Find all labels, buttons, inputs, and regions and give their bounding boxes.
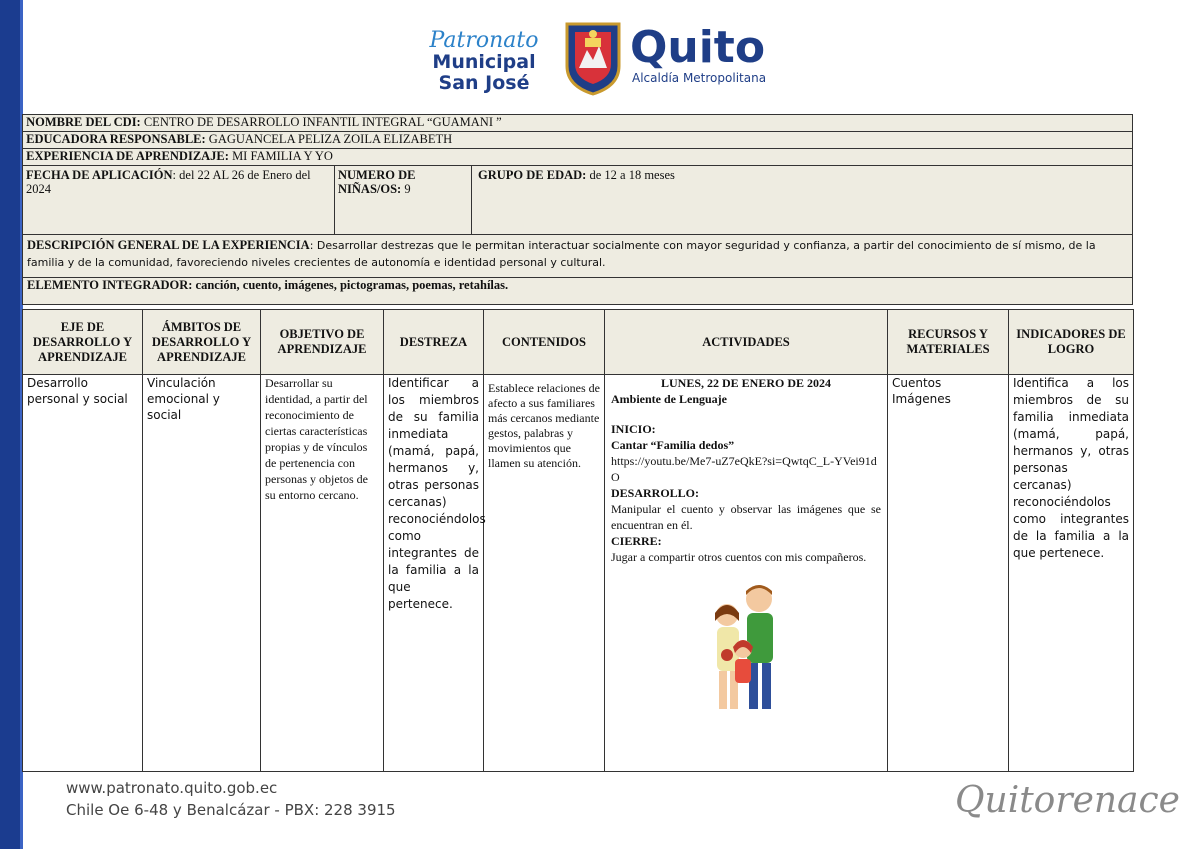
header-destreza: DESTREZA — [384, 310, 484, 375]
cantar-text: Cantar “Familia dedos” — [611, 438, 735, 452]
quito-coat-of-arms-icon — [563, 20, 623, 96]
fecha-label: FECHA DE APLICACIÓN — [26, 168, 173, 182]
educadora-label: EDUCADORA RESPONSABLE: — [26, 132, 206, 146]
contenidos-cell: Establece relaciones de afecto a sus familiares más cercanos mediante gestos, palabras y movimientos que llamen su atención. — [484, 375, 605, 772]
planning-form-header — [22, 114, 1133, 305]
header-recursos: RECURSOS Y MATERIALES — [888, 310, 1009, 375]
header-ambitos: ÁMBITOS DE DESARROLLO Y APRENDIZAJE — [143, 310, 261, 375]
patronato-municipal-text: Municipal — [432, 51, 536, 73]
patronato-script-text: Patronato — [429, 28, 539, 53]
cdi-label: NOMBRE DEL CDI: — [26, 115, 141, 129]
integrador-value: canción, cuento, imágenes, pictogramas, poemas, retahílas. — [195, 278, 509, 292]
desarrollo-label: DESARROLLO: — [611, 486, 700, 500]
objetivo-cell: Desarrollar su identidad, a partir del reconocimiento de ciertas características propias y de vínculos de pertenencia con personas y objetos de su entorno cercano. — [261, 375, 384, 772]
footer-address: Chile Oe 6-48 y Benalcázar - PBX: 228 3915 — [66, 801, 396, 819]
grupo-label: GRUPO DE EDAD: — [478, 168, 587, 182]
integrador-label: ELEMENTO INTEGRADOR: — [27, 278, 193, 292]
actividades-cell — [605, 375, 888, 772]
experiencia-row — [22, 148, 1133, 165]
cierre-label: CIERRE: — [611, 534, 662, 548]
fecha-value: : del 22 AL 26 de Enero del 2024 — [26, 168, 311, 196]
left-sidebar-stripe — [0, 0, 20, 849]
desarrollo-text: Manipular el cuento y observar las imágenes que se encuentran en él. — [611, 502, 881, 532]
table-header-row — [23, 310, 1134, 375]
activity-ambiente: Ambiente de Lenguaje — [611, 392, 727, 406]
alcaldia-text: Alcaldía Metropolitana — [632, 71, 767, 85]
destreza-cell: Identificar a los miembros de su familia inmediata (mamá, papá, hermanos y, otras personas cercanas) reconociéndolos como integrantes de la familia a la que pertenece. — [384, 375, 484, 772]
numero-value: 9 — [404, 182, 411, 196]
cdi-value: CENTRO DE DESARROLLO INFANTIL INTEGRAL “GUAMANI ” — [143, 115, 502, 129]
grupo-cell — [472, 166, 1132, 234]
descripcion-row — [22, 234, 1133, 277]
cierre-text: Jugar a compartir otros cuentos con mis compañeros. — [611, 550, 867, 564]
video-link[interactable]: https://youtu.be/Me7-uZ7eQkE?si=QwtqC_L-YVei91dO — [611, 454, 877, 484]
educadora-row — [22, 131, 1133, 148]
educadora-value: GAGUANCELA PELIZA ZOILA ELIZABETH — [208, 132, 453, 146]
quito-logo-text: Quito — [630, 22, 766, 73]
descripcion-label: DESCRIPCIÓN GENERAL DE LA EXPERIENCIA — [27, 238, 310, 252]
experiencia-label: EXPERIENCIA DE APRENDIZAJE: — [26, 149, 229, 163]
eje-cell: Desarrollo personal y social — [23, 375, 143, 772]
header-eje: EJE DE DESARROLLO Y APRENDIZAJE — [23, 310, 143, 375]
recurso-imagenes: Imágenes — [892, 392, 951, 406]
grupo-value: de 12 a 18 meses — [589, 168, 675, 182]
descripcion-value: : Desarrollar destrezas que le permitan interactuar socialmente con mayor seguridad y confianza, a partir del conocimiento de sí mismo, de la familia y de la comunidad, favoreciendo niveles crecientes de autonomía e identidad personal y cultural. — [27, 239, 1096, 269]
spacer — [611, 407, 881, 421]
footer-website[interactable]: www.patronato.quito.gob.ec — [66, 779, 278, 797]
recursos-cell — [888, 375, 1009, 772]
integrador-row — [22, 277, 1133, 305]
inicio-label: INICIO: — [611, 422, 656, 436]
header-objetivo: OBJETIVO DE APRENDIZAJE — [261, 310, 384, 375]
header-actividades: ACTIVIDADES — [605, 310, 888, 375]
indicadores-cell: Identifica a los miembros de su familia inmediata (mamá, papá, hermanos y, otras personas cercanas) reconociéndolos como integrantes de la familia a la que pertenece. — [1009, 375, 1134, 772]
quito-renace-logo: Quitorenace — [955, 780, 1180, 821]
fecha-row — [22, 165, 1133, 234]
fecha-cell — [23, 166, 335, 234]
activity-date: LUNES, 22 DE ENERO DE 2024 — [660, 376, 832, 390]
patronato-logo — [428, 30, 540, 96]
numero-label: NUMERO DE NIÑAS/OS: — [338, 168, 416, 196]
patronato-sanjose-text: San José — [438, 72, 530, 94]
recurso-cuentos: Cuentos — [892, 376, 942, 390]
cdi-row — [22, 114, 1133, 131]
family-illustration-icon — [699, 579, 791, 717]
planning-table — [22, 309, 1134, 772]
header-contenidos: CONTENIDOS — [484, 310, 605, 375]
ambito-cell: Vinculación emocional y social — [143, 375, 261, 772]
table-row — [23, 375, 1134, 772]
numero-cell — [335, 166, 472, 234]
experiencia-value: MI FAMILIA Y YO — [232, 149, 333, 163]
header-indicadores: INDICADORES DE LOGRO — [1009, 310, 1134, 375]
